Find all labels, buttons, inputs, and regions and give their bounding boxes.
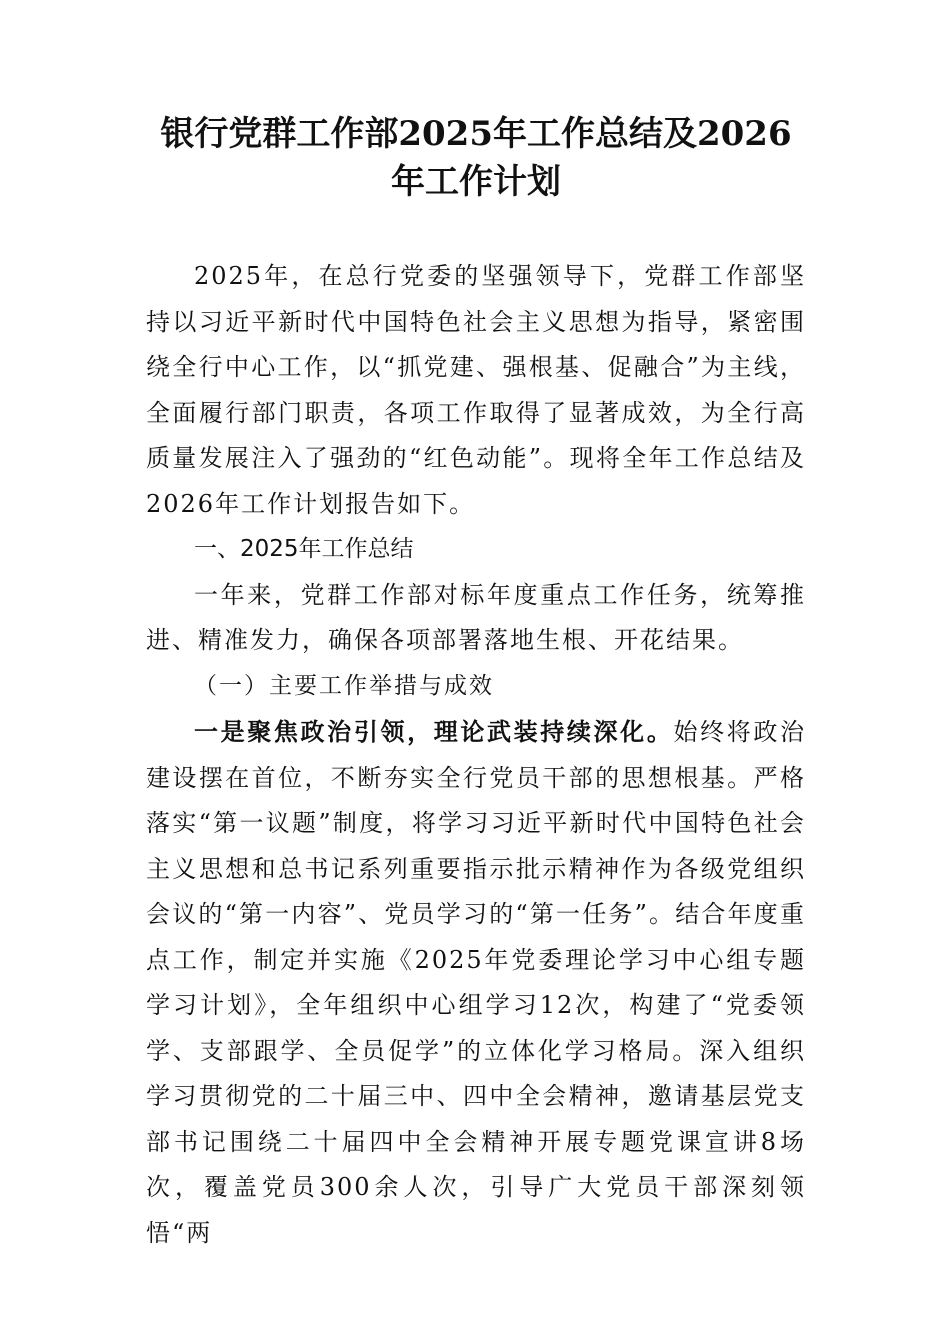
item-lead-text: 一是聚焦政治引领，理论武装持续深化。	[194, 717, 674, 746]
subsection-heading-measures: （一）主要工作举措与成效	[194, 672, 494, 699]
item-paragraph-political-guidance	[146, 709, 806, 1256]
section-intro-paragraph: 一年来，党群工作部对标年度重点工作任务，统筹推进、精准发力，确保各项部署落地生根、开花结果。	[146, 580, 806, 654]
document-page	[146, 110, 806, 1256]
document-title: 银行党群工作部2025年工作总结及2026年工作计划	[160, 114, 792, 202]
section-heading-summary: 一、2025年工作总结	[194, 536, 414, 562]
item-body-text: 始终将政治建设摆在首位，不断夯实全行党员干部的思想根基。严格落实“第一议题”制度，将学习习近平新时代中国特色社会主义思想和总书记系列重要指示批示精神作为各级党组织会议的“第一内容”、党员学习的“第一任务”。结合年度重点工作，制定并实施《2025年党委理论学习中心组专题学习计划》，全年组织中心组学习12次，构建了“党委领学、支部跟学、全员促学”的立体化学习格局。深入组织学习贯彻党的二十届三中、四中全会精神，邀请基层党支部书记围绕二十届四中全会精神开展专题党课宣讲8场次，覆盖党员300余人次，引导广大党员干部深刻领悟“两	[146, 718, 806, 1247]
title-spacer	[146, 206, 806, 254]
intro-paragraph: 2025年，在总行党委的坚强领导下，党群工作部坚持以习近平新时代中国特色社会主义思想为指导，紧密围绕全行中心工作，以“抓党建、强根基、促融合”为主线，全面履行部门职责，各项工作取得了显著成效，为全行高质量发展注入了强劲的“红色动能”。现将全年工作总结及2026年工作计划报告如下。	[146, 262, 806, 518]
